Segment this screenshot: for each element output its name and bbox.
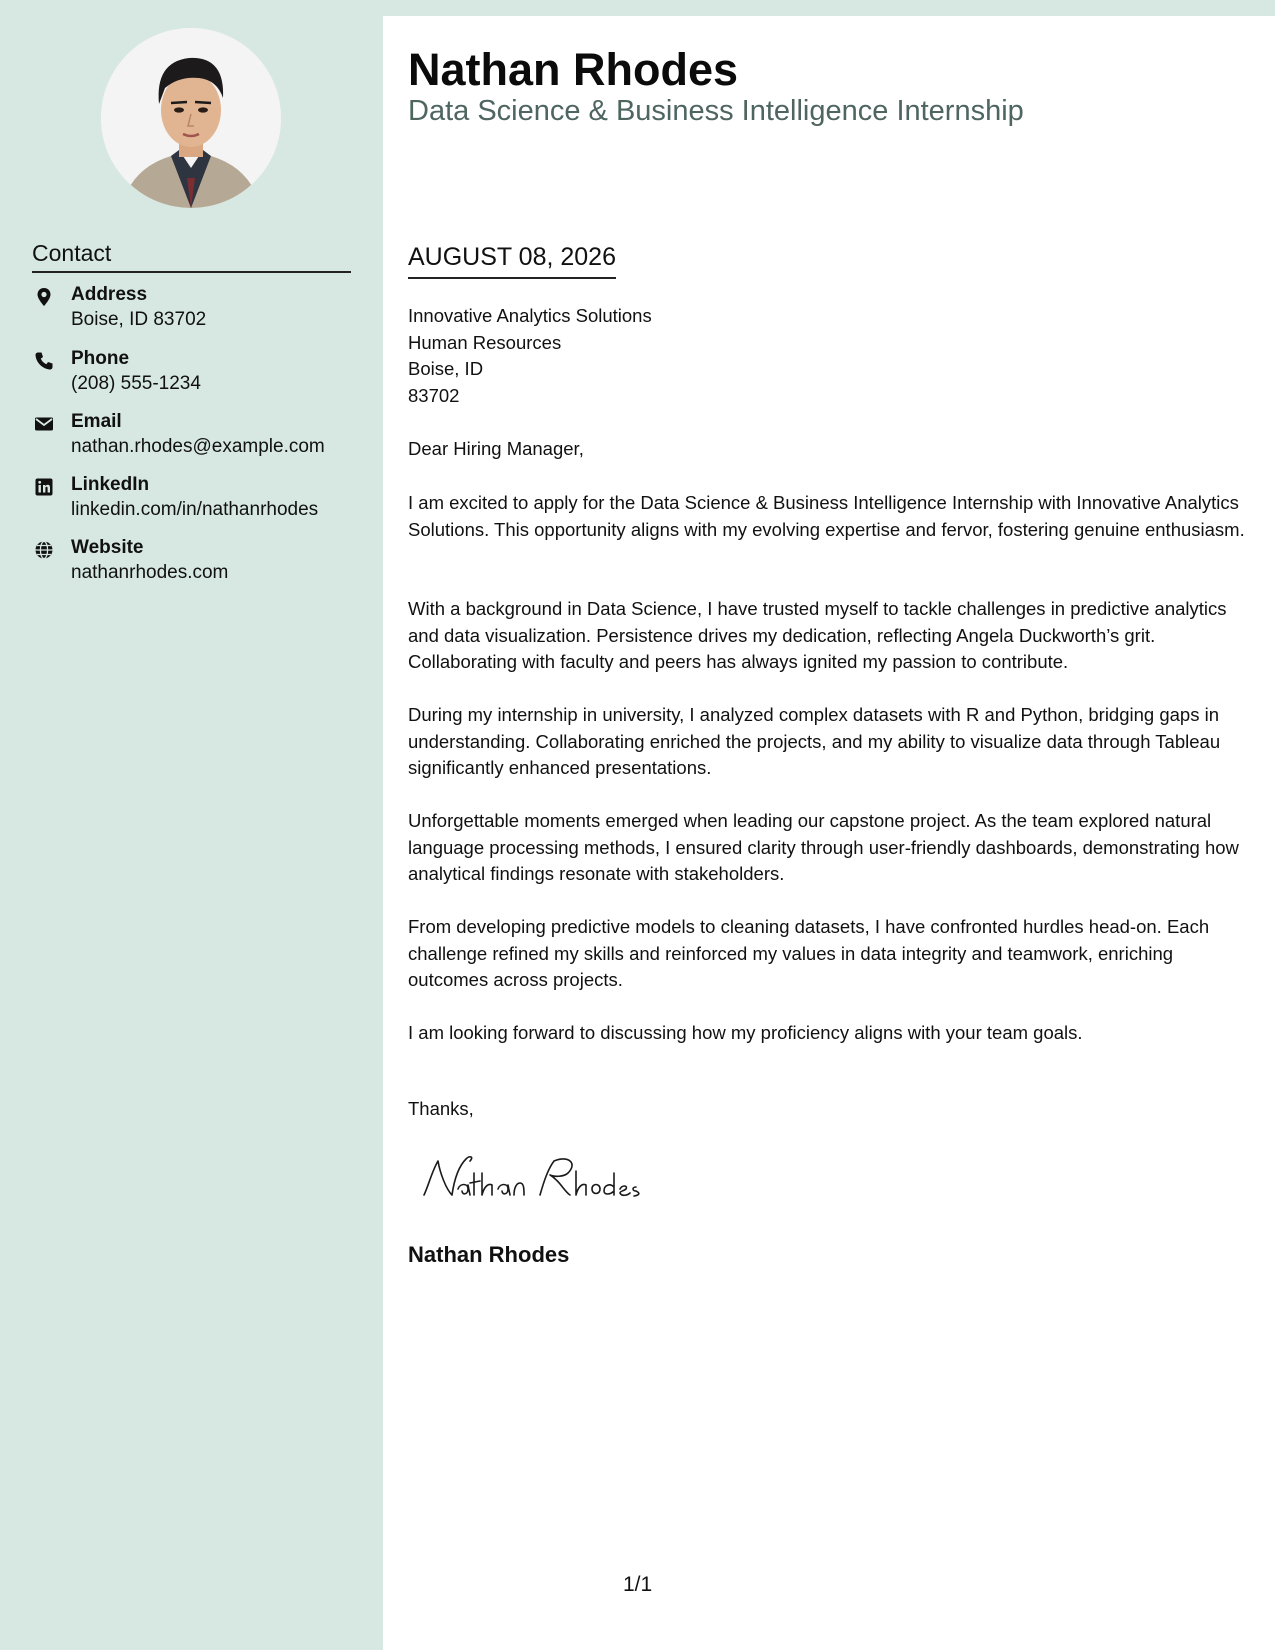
address-label: Address	[71, 284, 148, 305]
paragraph: With a background in Data Science, I have trusted myself to tackle challenges in predictive analytics and data visualization. Persistence drives my dedication, reflecting Angela Duckworth’s grit. Collaborating with faculty and peers has always ignited my passion to contribute.	[408, 598, 1227, 672]
paragraph: I am excited to apply for the Data Science & Business Intelligence Internship with Innovative Analytics Solutions. This opportunity aligns with my evolving expertise and fervor, fostering genuine enthusiasm.	[408, 492, 1245, 540]
paragraph: From developing predictive models to cleaning datasets, I have confronted hurdles head-on. Each challenge refined my skills and reinforced my values in data integrity and teamwork, enriching outcomes across projects.	[408, 916, 1210, 990]
position-title: Data Science & Business Intelligence Internship	[408, 95, 1024, 127]
recipient-block	[408, 303, 652, 409]
address-value: Boise, ID 83702	[71, 309, 207, 330]
phone-icon	[34, 351, 54, 371]
handwritten-signature	[418, 1151, 658, 1211]
recipient-zip: 83702	[408, 384, 460, 406]
closing: Thanks,	[408, 1098, 474, 1119]
applicant-name: Nathan Rhodes	[408, 44, 739, 95]
recipient-city: Boise, ID	[408, 358, 484, 379]
paragraph: During my internship in university, I analyzed complex datasets with R and Python, bridging gaps in understanding. Collaborating enriched the projects, and my ability to visualize data through Tableau significantly enhanced presentations.	[408, 704, 1221, 778]
linkedin-label: LinkedIn	[71, 474, 150, 495]
letter-date: AUGUST 08, 2026	[408, 243, 616, 279]
email-value[interactable]: nathan.rhodes@example.com	[71, 436, 325, 457]
phone-label: Phone	[71, 348, 130, 369]
signed-name: Nathan Rhodes	[408, 1242, 570, 1267]
avatar	[101, 28, 281, 208]
paragraph: Unforgettable moments emerged when leading our capstone project. As the team explored natural language processing methods, I ensured clarity through user-friendly dashboards, demonstrating how analytical findings resonate with stakeholders.	[408, 810, 1239, 884]
paragraph: I am looking forward to discussing how my proficiency aligns with your team goals.	[408, 1022, 1083, 1043]
recipient-company: Innovative Analytics Solutions	[408, 305, 652, 326]
page-number: 1/1	[623, 1573, 653, 1596]
email-label: Email	[71, 411, 122, 432]
envelope-icon	[34, 414, 54, 434]
location-pin-icon	[34, 287, 54, 307]
linkedin-icon	[34, 477, 54, 497]
recipient-department: Human Resources	[408, 331, 562, 353]
website-value[interactable]: nathanrhodes.com	[71, 562, 229, 583]
linkedin-value[interactable]: linkedin.com/in/nathanrhodes	[71, 499, 319, 520]
sidebar	[0, 0, 383, 1650]
profile-photo	[101, 28, 281, 208]
globe-icon	[34, 540, 54, 560]
website-label: Website	[71, 537, 144, 558]
signature	[418, 1151, 658, 1216]
phone-value: (208) 555-1234	[71, 373, 201, 394]
contact-heading: Contact	[32, 240, 351, 273]
letter-body	[383, 16, 1275, 1650]
salutation: Dear Hiring Manager,	[408, 438, 584, 459]
